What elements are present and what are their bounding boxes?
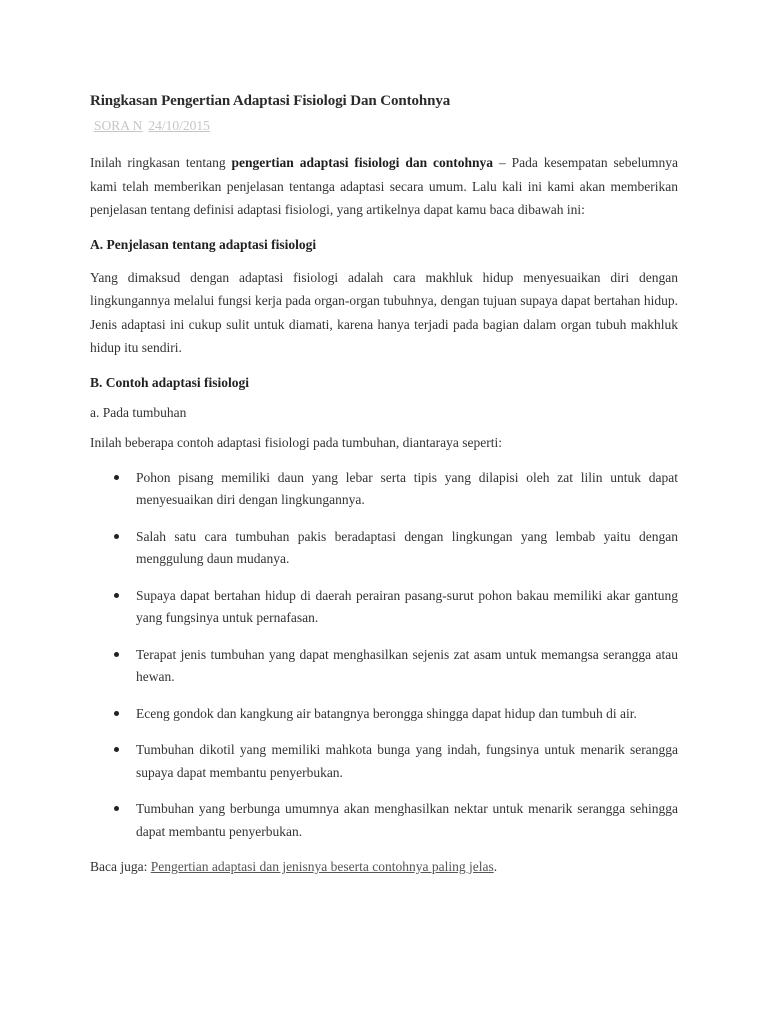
- intro-paragraph: [90, 151, 678, 222]
- see-also-suffix: .: [493, 859, 498, 874]
- date-link[interactable]: 24/10/2015: [148, 118, 210, 133]
- list-item: [90, 585, 678, 630]
- list-item-text: Tumbuhan yang berbunga umumnya akan menghasilkan nektar untuk menarik serangga sehingga dapat membantu penyerbukan.: [136, 801, 678, 839]
- intro-bold: pengertian adaptasi fisiologi dan contohnya: [231, 155, 494, 170]
- author-link[interactable]: SORA N: [94, 118, 143, 133]
- list-item-text: Supaya dapat bertahan hidup di daerah perairan pasang-surut pohon bakau memiliki akar gantung yang fungsinya untuk pernafasan.: [136, 587, 678, 625]
- section-a-paragraph: Yang dimaksud dengan adaptasi fisiologi adalah cara makhluk hidup menyesuaikan diri dengan lingkungannya melalui fungsi kerja pada organ-organ tubuhnya, dengan tujuan supaya dapat bertahan hidup. Jenis adaptasi ini cukup sulit untuk diamati, karena hanya terjadi pada bagian dalam organ tubuh makhluk hidup itu sendiri.: [90, 269, 678, 355]
- bullet-icon: [114, 593, 119, 598]
- bullet-icon: [114, 475, 119, 480]
- list-item-text: Tumbuhan dikotil yang memiliki mahkota bunga yang indah, fungsinya untuk menarik serangga supaya dapat membantu penyerbukan.: [136, 742, 678, 780]
- see-also-link[interactable]: Pengertian adaptasi dan jenisnya beserta contohnya paling jelas: [150, 859, 494, 874]
- bullet-icon: [114, 534, 119, 539]
- list-item: [90, 739, 678, 784]
- intro-rest: – Pada kesempatan sebelumnya kami telah memberikan penjelasan tentanga adaptasi secara umum. Lalu kali ini kami akan memberikan penjelasan tentang definisi adaptasi fisiologi, yang artikelnya dapat kamu baca dibawah ini:: [90, 155, 678, 217]
- bullet-icon: [114, 711, 119, 716]
- bullet-icon: [114, 652, 119, 657]
- bullet-icon: [114, 806, 119, 811]
- list-item-text: Terapat jenis tumbuhan yang dapat menghasilkan sejenis zat asam untuk memangsa serangga atau hewan.: [136, 646, 678, 684]
- list-item: [90, 467, 678, 512]
- list-item-text: Pohon pisang memiliki daun yang lebar serta tipis yang dilapisi oleh zat lilin untuk dapat menyesuaikan diri dengan lingkungannya.: [136, 469, 678, 507]
- list-item: [90, 644, 678, 689]
- intro-prefix: Inilah ringkasan tentang: [90, 155, 226, 170]
- section-b-heading: B. Contoh adaptasi fisiologi: [90, 374, 250, 390]
- bullet-icon: [114, 747, 119, 752]
- see-also-prefix: Baca juga:: [90, 859, 148, 874]
- list-item-text: Eceng gondok dan kangkung air batangnya berongga shingga dapat hidup dan tumbuh di air.: [136, 705, 637, 721]
- list-item-text: Salah satu cara tumbuhan pakis beradaptasi dengan lingkungan yang lembab yaitu dengan menggulung daun mudanya.: [136, 528, 678, 566]
- article-title: Ringkasan Pengertian Adaptasi Fisiologi Dan Contohnya: [90, 93, 451, 109]
- subsection-a-intro: Inilah beberapa contoh adaptasi fisiologi pada tumbuhan, diantaraya seperti:: [90, 434, 502, 450]
- examples-list: [90, 467, 678, 844]
- section-a-heading: A. Penjelasan tentang adaptasi fisiologi: [90, 236, 317, 252]
- subsection-a-label: a. Pada tumbuhan: [90, 404, 187, 420]
- document-page: [90, 90, 678, 877]
- list-item: [90, 703, 678, 726]
- see-also: [90, 857, 678, 877]
- list-item: [90, 526, 678, 571]
- article-meta: [90, 117, 678, 135]
- list-item: [90, 798, 678, 843]
